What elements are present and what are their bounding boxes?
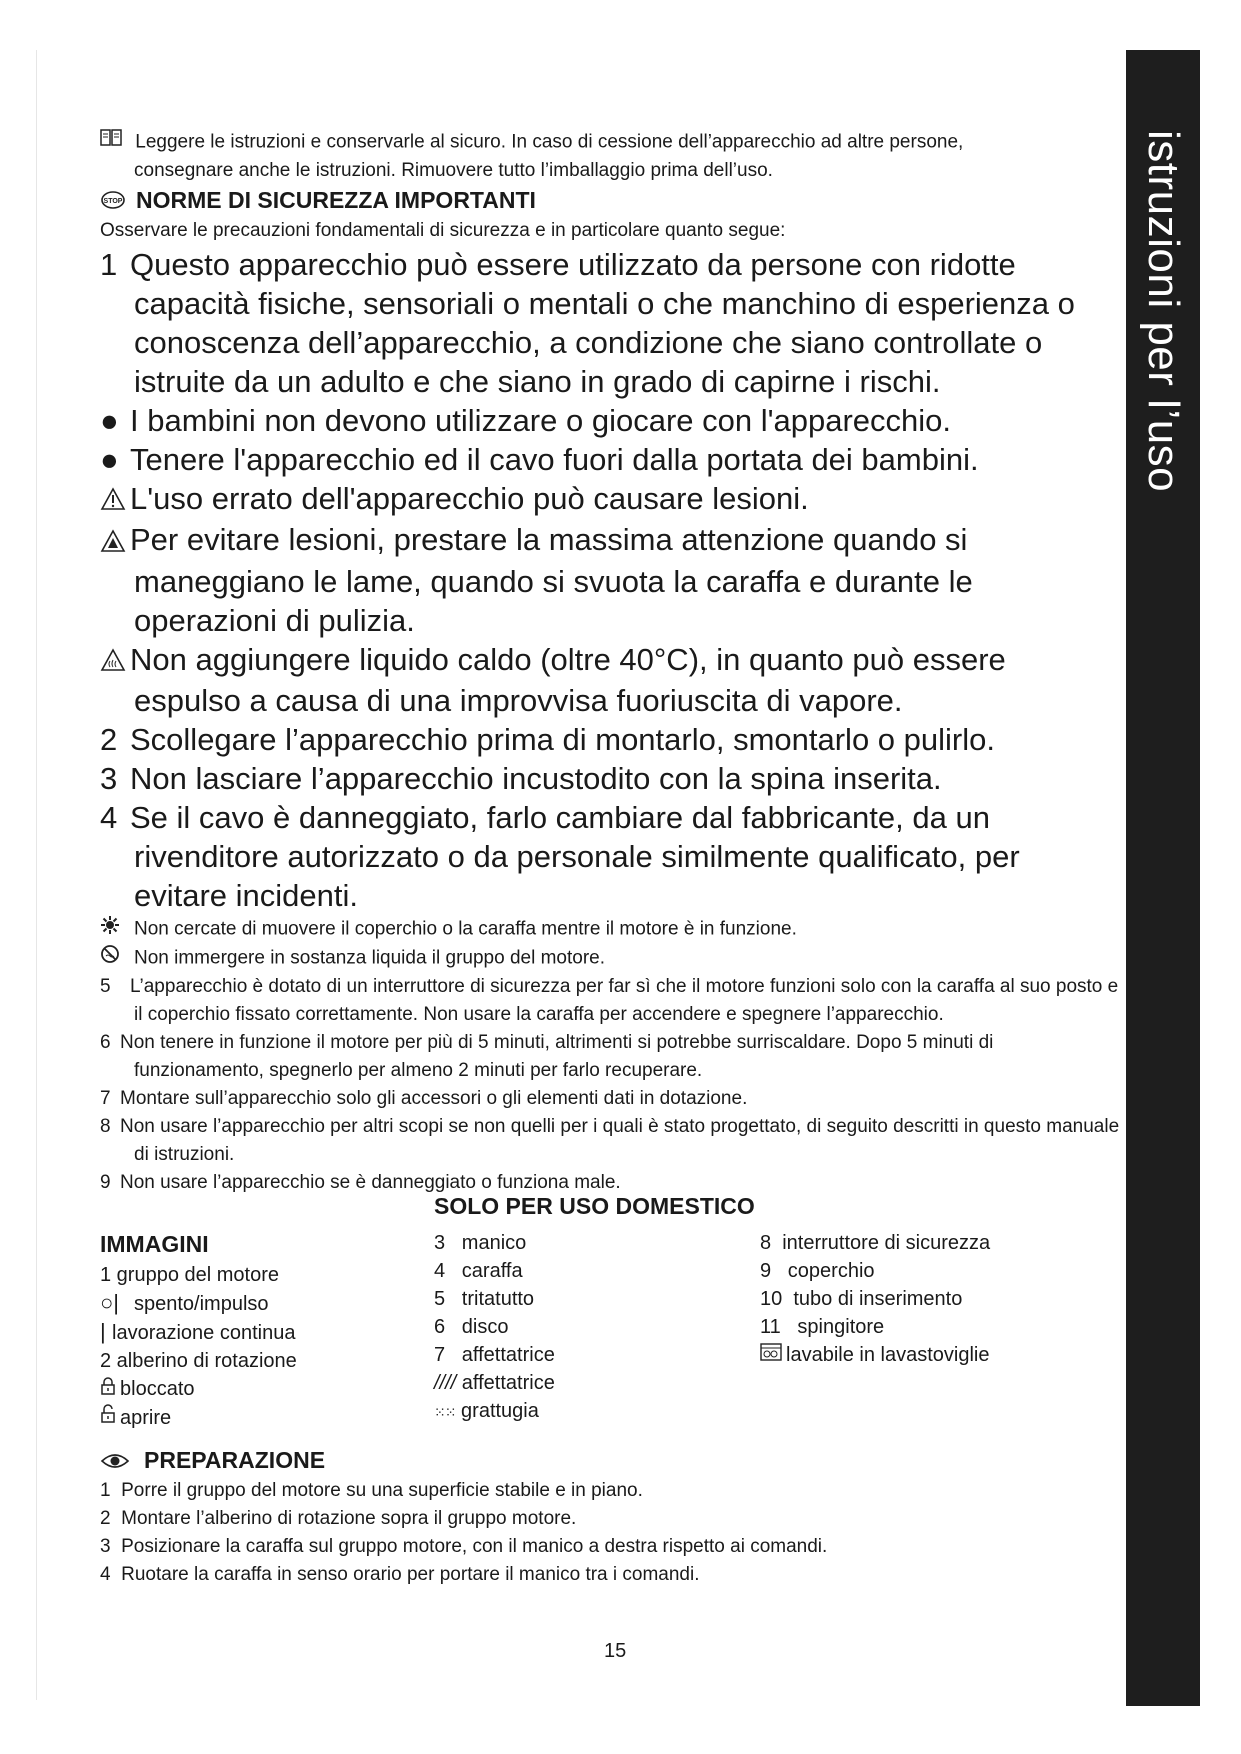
- item-text: Se il cavo è danneggiato, farlo cambiare dal fabbricante, da un rivenditore autorizzato o da personale similmente qualificato, per evitare incidenti.: [130, 799, 1020, 913]
- item-number: 9: [100, 1171, 111, 1193]
- legend-text: aprire: [120, 1406, 172, 1429]
- continuous-icon: |: [100, 1318, 106, 1344]
- page-edge: [36, 50, 37, 1700]
- domestic-use-heading: SOLO PER USO DOMESTICO: [434, 1192, 755, 1219]
- item-text: L’apparecchio è dotato di un interruttore di sicurezza per far sì che il motore funzioni solo con la caraffa al suo posto e il coperchio fissato correttamente. Non usare la caraffa per accendere e spegnere l’apparecchio.: [130, 975, 1119, 1025]
- safety-item-3: [100, 759, 1120, 798]
- safety-item-2: [100, 720, 1120, 759]
- item-text: Non lasciare l’apparecchio incustodito con la spina inserita.: [130, 760, 942, 796]
- legend-text: grattugia: [461, 1399, 539, 1422]
- images-section: [100, 1192, 1120, 1431]
- legend-item: [100, 1318, 297, 1347]
- legend-item: 11 spingitore: [760, 1315, 885, 1338]
- legend-text: spento/impulso: [134, 1292, 269, 1315]
- item-text: Non usare l’apparecchio se è danneggiato o funziona male.: [120, 1171, 621, 1193]
- warning-item: [100, 479, 1120, 520]
- preparation-step: 1 Porre il gruppo del motore su una superficie stabile e in piano.: [100, 1479, 643, 1501]
- item-number: 1: [100, 246, 118, 282]
- power-off-pulse-icon: ○|: [100, 1289, 120, 1315]
- warning-item: [100, 520, 1120, 639]
- legend-item: [434, 1369, 555, 1397]
- safety-item-1: [100, 245, 1120, 401]
- legend-item: 4 caraffa: [434, 1259, 523, 1282]
- legend-item: 9 coperchio: [760, 1259, 875, 1282]
- item-number: 6: [100, 1031, 111, 1053]
- legend-item: [100, 1375, 297, 1404]
- note-motor: [100, 915, 1120, 944]
- warning-text: Per evitare lesioni, prestare la massima attenzione quando si maneggiano le lame, quando si svuota la caraffa e durante le operazioni di pulizia.: [130, 522, 973, 638]
- safety-heading: [100, 185, 1120, 217]
- sidebar-title: istruzioni per l’uso: [1139, 130, 1188, 493]
- book-icon: [100, 128, 122, 157]
- safety-intro: Osservare le precauzioni fondamentali di sicurezza e in particolare quanto segue:: [100, 219, 786, 241]
- bullet-item: [100, 401, 1120, 440]
- preparation-step: 3 Posizionare la caraffa sul gruppo motore, con il manico a destra rispetto ai comandi.: [100, 1535, 828, 1557]
- item-text: Scollegare l’apparecchio prima di montarlo, smontarlo o pulirlo.: [130, 721, 995, 757]
- images-heading: IMMAGINI: [100, 1230, 209, 1257]
- item-number: 3: [100, 760, 118, 796]
- bullet-item: [100, 440, 1120, 479]
- safety-item-7: [100, 1085, 1120, 1113]
- lock-open-icon: [100, 1404, 120, 1432]
- note-immerse: [100, 944, 1120, 973]
- slicer-icon: ////: [434, 1371, 457, 1394]
- images-column-3: [760, 1229, 990, 1370]
- safety-item-8: [100, 1113, 1120, 1169]
- preparation-heading: [100, 1445, 1120, 1477]
- bullet-icon: ●: [100, 441, 119, 477]
- warning-text: L'uso errato dell'apparecchio può causare lesioni.: [130, 480, 809, 516]
- warning-triangle-icon: [100, 481, 130, 520]
- legend-text: bloccato: [120, 1377, 195, 1400]
- legend-text: lavorazione continua: [112, 1321, 296, 1344]
- grater-icon: ⁙⁙: [434, 1403, 456, 1420]
- legend-item: [100, 1289, 297, 1318]
- bullet-icon: ●: [100, 402, 119, 438]
- item-number: 5: [100, 975, 111, 997]
- legend-item: 8 interruttore di sicurezza: [760, 1231, 991, 1254]
- item-text: Questo apparecchio può essere utilizzato da persone con ridotte capacità fisiche, sensoriali o mentali o che manchino di esperienza o conoscenza dell’apparecchio, a condizione che siano controllate o istruite da un adulto e che siano in grado di capirne i rischi.: [130, 246, 1075, 399]
- page-number: 15: [604, 1640, 627, 1662]
- legend-item: 3 manico: [434, 1231, 527, 1254]
- images-column-1: [100, 1229, 297, 1432]
- rotation-icon: [100, 915, 134, 944]
- images-column-2: [434, 1229, 555, 1426]
- legend-item: 10 tubo di inserimento: [760, 1287, 963, 1310]
- read-line-1: Leggere le istruzioni e conservarle al sicuro. In caso di cessione dell’apparecchio ad altre persone,: [135, 131, 964, 153]
- blade-warning-icon: [100, 523, 130, 562]
- legend-item: [100, 1404, 297, 1433]
- lock-closed-icon: [100, 1376, 120, 1404]
- note-text: Non immergere in sostanza liquida il gruppo del motore.: [134, 947, 606, 969]
- preparation-section: [100, 1445, 1120, 1589]
- main-content: [100, 128, 1120, 1589]
- safety-item-6: [100, 1029, 1120, 1085]
- read-line-2: consegnare anche le istruzioni. Rimuovere tutto l’imballaggio prima dell’uso.: [134, 160, 773, 181]
- read-instructions: [100, 128, 1120, 185]
- hot-liquid-warning-icon: [100, 642, 130, 681]
- legend-item: 7 affettatrice: [434, 1343, 555, 1366]
- item-text: Non tenere in funzione il motore per più di 5 minuti, altrimenti si potrebbe surriscaldare. Dopo 5 minuti di funzionamento, spegnerlo per almeno 2 minuti per farlo recuperare.: [120, 1031, 994, 1081]
- preparation-heading-text: PREPARAZIONE: [144, 1446, 326, 1473]
- item-text: Montare sull’apparecchio solo gli accessori o gli elementi dati in dotazione.: [120, 1087, 748, 1109]
- warning-text: Non aggiungere liquido caldo (oltre 40°C), in quanto può essere espulso a causa di una improvvisa fuoriuscita di vapore.: [130, 641, 1006, 718]
- item-number: 7: [100, 1087, 111, 1109]
- bullet-text: I bambini non devono utilizzare o giocare con l'apparecchio.: [130, 402, 952, 438]
- legend-item: 5 tritatutto: [434, 1287, 535, 1310]
- dishwasher-icon: [760, 1342, 786, 1370]
- legend-text: lavabile in lavastoviglie: [786, 1343, 990, 1366]
- stop-icon: [100, 187, 126, 217]
- safety-item-5: [100, 973, 1120, 1029]
- safety-heading-text: NORME DI SICUREZZA IMPORTANTI: [136, 187, 536, 213]
- item-number: 4: [100, 799, 118, 835]
- item-text: Non usare l’apparecchio per altri scopi se non quelli per i quali è stato progettato, di seguito descritti in questo manuale di istruzioni.: [120, 1115, 1120, 1165]
- legend-text: affettatrice: [461, 1371, 555, 1394]
- legend-item: [434, 1397, 555, 1426]
- svg-text:STOP: STOP: [103, 197, 123, 205]
- safety-item-4: [100, 798, 1120, 915]
- item-number: 8: [100, 1115, 111, 1137]
- legend-item: 6 disco: [434, 1315, 509, 1338]
- preparation-step: 2 Montare l’alberino di rotazione sopra il gruppo motore.: [100, 1507, 577, 1529]
- eye-icon: [100, 1447, 130, 1477]
- legend-item: 1 gruppo del motore: [100, 1263, 280, 1286]
- item-number: 2: [100, 721, 118, 757]
- no-immerse-icon: [100, 944, 134, 973]
- legend-item: 2 alberino di rotazione: [100, 1349, 297, 1372]
- note-text: Non cercate di muovere il coperchio o la caraffa mentre il motore è in funzione.: [134, 918, 797, 940]
- legend-item: [760, 1341, 990, 1370]
- bullet-text: Tenere l'apparecchio ed il cavo fuori dalla portata dei bambini.: [130, 441, 979, 477]
- warning-item: [100, 640, 1120, 720]
- preparation-step: 4 Ruotare la caraffa in senso orario per portare il manico tra i comandi.: [100, 1563, 700, 1585]
